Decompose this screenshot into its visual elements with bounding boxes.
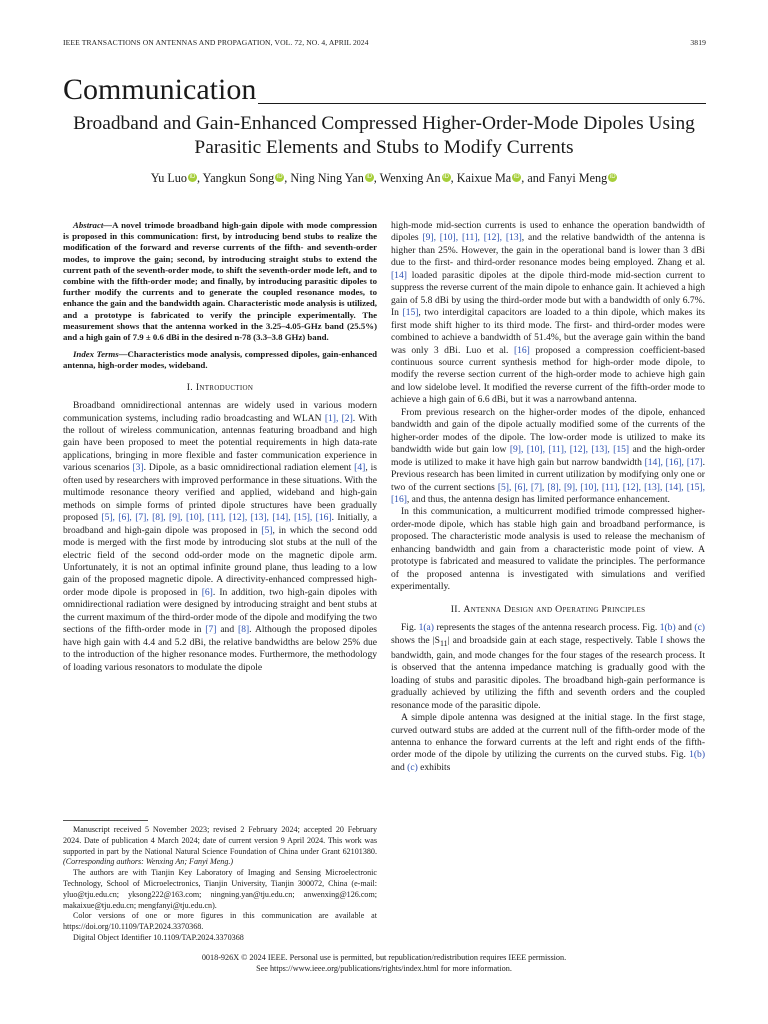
right-column <box>391 220 705 774</box>
body-paragraph: In this communication, a multicurrent modified trimode compressed higher-order-mode dipole, which has stable high gain and broadband performance, is proposed. The characteristic mode analysis is used to release the mechanism of enhancing bandwidth and gain from a characteristic mode point of view. A prototype is fabricated and measured to validate the principles. The performance of the proposed antenna is investigated with simulations and verified experimentally. <box>391 506 705 593</box>
index-terms-label: Index Terms— <box>73 349 128 360</box>
subscript: 11 <box>439 638 448 648</box>
journal-name: IEEE TRANSACTIONS ON ANTENNAS AND PROPAGATION, VOL. 72, NO. 4, APRIL 2024 <box>63 38 369 47</box>
figure-link[interactable]: 1(a) <box>418 622 434 634</box>
citation-link[interactable]: [14] <box>391 269 407 281</box>
body-paragraph: high-mode mid-section currents is used to enhance the operation bandwidth of dipoles [9], [10], [11], [12], [13], and the relative bandwidth of the antenna is higher than 25%. However, the gain in the operational band is lower than 3 dBi due to the first- and third-order resonance modes being employed. Zhang et al. [14] loaded parasitic dipoles at the dipole third-mode mid-section current to suppress the reverse current of the main dipole to enhance gain. It achieved a high gain of 5.8 dBi by using the third-order mode but with a bandwidth of only 6.7%. In [15], two interdigital capacitors are loaded to a thin dipole, which makes its first mode shift higher to its third mode. The first- and third-order modes were combined to achieve a bandwidth of 51.4%, but the average gain within the band was only 3 dBi. Luo et al. [16] proposed a compression coefficient-based continuous source current synthesis method for high-order mode dipole, to modify the reverse section current of the high-order mode to achieve high gain and low sidelobe level. It modified the reverse current of the fifth-order mode to achieve a high gain of 6.6 dBi, but it was a narrowband antenna. <box>391 220 705 406</box>
orcid-icon[interactable]: iD <box>366 174 373 180</box>
affiliation-note: The authors are with Tianjin Key Laboratory of Imaging and Sensing Microelectronic Technology, School of Microelectronics, Tianjin University, Tianjin 300072, China (e-mail: yluo@tju.edu.cn; yksong222@163.com; ningning.yan@tju.edu.cn; anwenxing@126.com; makaixue@tju.edu.cn; mengfanyi@tju.edu.cn). <box>63 868 377 910</box>
copyright-line: 0018-926X © 2024 IEEE. Personal use is permitted, but republication/redistribution requires IEEE permission. <box>201 953 567 962</box>
figure-link[interactable]: (c) <box>694 622 705 634</box>
abstract <box>63 220 377 343</box>
body-paragraph: Fig. 1(a) represents the stages of the antenna research process. Fig. 1(b) and (c) shows the $|S_{11}|$ and broadside gain at each stage, respectively. Table I shows the bandwidth, gain, and mode changes for the four stages of the research process. It is observed that the antenna impedance matching is gradually good with the loading of stubs and parasitic dipoles. The broadband high-gain performance is gradually achieved by utilizing the fifth and seventh orders and the coupled resonance mode of the parasitic dipole. <box>391 622 706 711</box>
body-paragraph: From previous research on the higher-order modes of the dipole, enhanced bandwidth and gain of the dipole actually modified some of the currents of the higher-order modes of the dipole. The low-order mode is utilized to make its bandwidth wide but gain low [9], [10], [11], [12], [13], [15] and the high-order mode is utilized to make it have high gain but narrow bandwidth [14], [16], [17]. Previous research has been limited in current utilization by modifying only one or two of the current sections [5], [6], [7], [8], [9], [10], [11], [12], [13], [14], [15], [16], and thus, the antenna design has limited performance enhancement. <box>391 406 705 505</box>
footnote-rule <box>63 820 148 821</box>
left-column <box>63 220 377 674</box>
rights-line: See https://www.ieee.org/publications/rights/index.html for more information. <box>256 964 512 973</box>
section-heading-intro <box>63 382 377 394</box>
page-number: 3819 <box>690 38 706 47</box>
citation-link[interactable]: [1], [2] <box>324 412 353 424</box>
author: Yu Luo <box>150 171 187 185</box>
copyright-notice <box>0 952 768 974</box>
running-head <box>63 38 706 50</box>
body-paragraph: A simple dipole antenna was designed at the initial stage. In the first stage, curved outward stubs are added at the current null of the fifth-order mode of the antenna to enhance the forward currents at the left and right ends of the fifth-order mode of the dipole by utilizing the currents on the curved stubs. Fig. 1(b) and (c) exhibits <box>391 712 705 773</box>
author: Yangkun Song <box>202 171 275 185</box>
section-number: II. <box>450 603 461 615</box>
figure-link[interactable]: 1(b) <box>689 749 705 761</box>
citation-link[interactable]: [5], [6], [7], [8], [9], [10], [11], [12], [13], [14], [15], [16] <box>101 512 332 524</box>
section-title: Introduction <box>195 381 254 393</box>
corresponding-authors: (Corresponding authors: Wenxing An; Fanyi Meng.) <box>63 857 234 867</box>
author: Wenxing An <box>379 171 441 185</box>
citation-link[interactable]: [14], [16], [17] <box>644 456 703 468</box>
table-link[interactable]: I <box>660 634 664 646</box>
orcid-icon[interactable]: iD <box>513 174 520 180</box>
citation-link[interactable]: [4] <box>354 462 366 474</box>
section-title: Antenna Design and Operating Principles <box>463 603 646 615</box>
author: Ning Ning Yan <box>290 171 364 185</box>
citation-link[interactable]: [6] <box>201 586 213 598</box>
color-note: Color versions of one or more figures in this communication are available at https://doi.org/10.1109/TAP.2024.3370368. <box>63 911 377 932</box>
figure-link[interactable]: 1(b) <box>659 622 676 634</box>
author: Fanyi Meng <box>547 171 608 185</box>
section-heading-design <box>391 604 705 616</box>
intro-paragraph: Broadband omnidirectional antennas are widely used in various modern communication systems, including radio broadcasting and WLAN [1], [2]. With the rollout of wireless communication, antennas featuring broadband and high gain have been proposed to meet the potential requirements in high data-rate applications, bringing in more flexible and faster communication experience in various scenarios [3]. Dipole, as a basic omnidirectional radiation element [4], is often used by researchers with improved performance in these situations. With the multimode resonance theory verified and applied, wideband and high-gain methods on simple forms of printed dipole structures have been gradually proposed [5], [6], [7], [8], [9], [10], [11], [12], [13], [14], [15], [16]. Initially, a broadband and high-gain dipole was proposed in [5], in which the second odd mode is merged with the first mode by introducing slot stubs at the null of the electric field of the second odd-order mode on the magnetic dipole arm. Unfortunately, it is not an optimal infinite ground plane, thus leading to a low gain of the proposed magnetic dipole. A directivity-enhanced compressed high-order mode dipole is proposed in [6]. In addition, two high-gain dipoles with omnidirectional radiation were designed by introducing straight and bent stubs at the current maximum of the third-order mode of the dipole and modifying the two sections of the fifth-order mode in [7] and [8]. Although the proposed dipoles have high gain with 4.4 and 5.2 dBi, the relative bandwidths are below 25% due to the introduction of the higher resonance modes. Furthermore, the methodology of loading various resonators to modulate the dipole <box>63 400 377 673</box>
citation-link[interactable]: [5], [6], [7], [8], [9], [10], [11], [12], [13], [14], [15], [16] <box>391 481 705 505</box>
citation-link[interactable]: [8] <box>238 624 250 636</box>
index-terms-text: Characteristics mode analysis, compressed dipoles, gain-enhanced antenna, high-order modes, wideband. <box>63 349 377 371</box>
section-type-heading <box>63 72 706 108</box>
section-type-label: Communication <box>63 73 257 106</box>
manuscript-note: Manuscript received 5 November 2023; revised 2 February 2024; accepted 20 February 2024. Date of publication 4 March 2024; date of current version 9 April 2024. This work was supported in part by the National Natural Science Foundation of China under Grant 62101380. (Corresponding authors: Wenxing An; Fanyi Meng.) <box>63 825 377 867</box>
author-list: Yu Luo iD , Yangkun Song iD , Ning Ning Yan iD , Wenxing An iD , Kaixue Ma iD , and Fanyi Meng iD <box>150 171 616 185</box>
citation-link[interactable]: [16] <box>513 344 530 356</box>
heading-rule <box>258 103 706 104</box>
abstract-text: A novel trimode broadband high-gain dipole with mode compression is proposed in this communication: first, by introducing bend stubs to realize the modification of the forward and reverse currents of the fifth- and seventh-order modes, to improve the gain; second, by introducing straight stubs to extend the current path of the seventh-order mode, to shift the seventh-order mode left, and to combine with the fifth-order mode; and finally, by introducing parasitic dipoles to further modify the currents and to generate the coupled resonance modes, to enhance the gain and the bandwidth again. Characteristic mode analysis is utilized, and a prototype is fabricated to verify the principle experimentally. The measurement shows that the antenna worked in the 3.25–4.05-GHz band (25.5%) and a high gain of 7.9 ± 0.6 dBi in the desired n-78 (3.3–3.8 GHz) band. <box>63 220 377 343</box>
citation-link[interactable]: [5] <box>261 524 273 536</box>
index-terms <box>63 349 377 371</box>
orcid-icon[interactable]: iD <box>189 174 196 180</box>
paper-title: Broadband and Gain-Enhanced Compressed Higher-Order-Mode Dipoles Using Parasitic Elements and Stubs to Modify Currents <box>73 113 695 158</box>
author: Kaixue Ma <box>456 171 512 185</box>
doi-note: Digital Object Identifier 10.1109/TAP.2024.3370368 <box>73 932 244 942</box>
abstract-label: Abstract— <box>73 220 113 230</box>
footnotes <box>63 820 377 944</box>
citation-link[interactable]: [15] <box>402 307 419 319</box>
citation-link[interactable]: [9], [10], [11], [12], [13] <box>422 232 522 244</box>
section-number: I. <box>186 381 194 393</box>
orcid-icon[interactable]: iD <box>609 174 616 180</box>
figure-link[interactable]: (c) <box>407 761 418 773</box>
citation-link[interactable]: [9], [10], [11], [12], [13], [15] <box>509 444 630 456</box>
citation-link[interactable]: [3] <box>132 462 144 474</box>
orcid-icon[interactable]: iD <box>276 174 283 180</box>
orcid-icon[interactable]: iD <box>443 174 449 180</box>
citation-link[interactable]: [7] <box>205 624 217 636</box>
